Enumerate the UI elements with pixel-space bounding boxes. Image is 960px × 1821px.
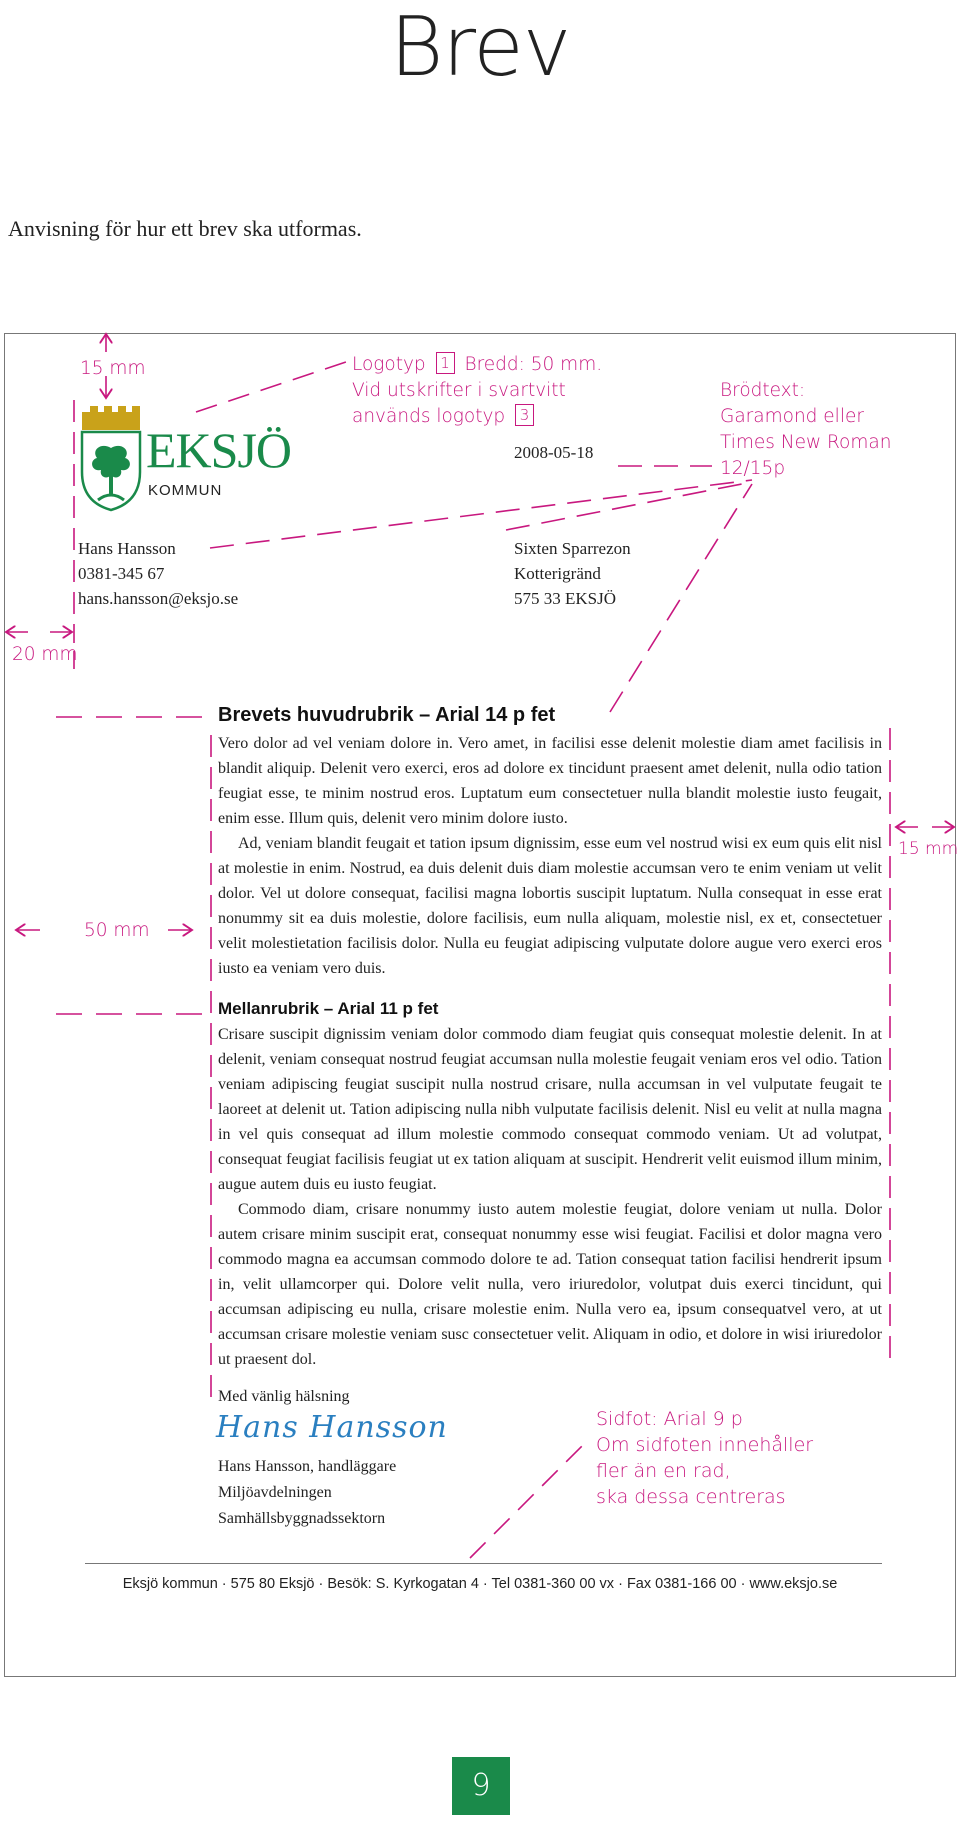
signature: Hans Hansson [216, 1410, 448, 1445]
coat-of-arms-icon [78, 404, 144, 512]
right-margin-annotation: 15 mm [898, 839, 959, 859]
letter-footer: Eksjö kommun · 575 80 Eksjö · Besök: S. Kyrkogatan 4 · Tel 0381-360 00 vx · Fax 0381-166 00 · www.eksjo.se [122, 1576, 838, 1592]
footer-annotation: Sidfot: Arial 9 p Om sidfoten innehåller fler än en rad, ska dessa centreras [596, 1408, 814, 1508]
text-indent-annotation: 50 mm [84, 920, 150, 941]
logo-number-box: 3 [515, 404, 534, 426]
logo-sub: KOMMUN [148, 482, 223, 499]
body-font-annotation: Brödtext: Garamond eller Times New Roman 12/15p [720, 380, 892, 479]
sub-paragraph-2: Commodo diam, crisare nonummy iusto autem molestie feugiat, dolore veniam ut nulla. Dolor autem crisare minim suscipit erat, consequat nonummy esse wisi feugiat. Facilisi et dolor magna vero commodo magna ea accumsan commodo dolore te ad. Tation consequat tation facilisi hendrerit ipsum in, velit ullamcorper qui. Dolore velit nulla, vero iriuredolor, volutpat duis exerci tincidunt, qui accumsan adipiscing eu nulla, crisare molestie enim. Nulla vero ea, ipsum consequatvel vero, at ut accumsan crisare molestie veniam susc consectetuer velit. Aliquam in odio, et dolore in wisi iriuredolor ut praesent dol. [218, 1201, 882, 1368]
sub-paragraph-1: Crisare suscipit dignissim veniam dolor commodo diam feugiat quis consequat molestie delenit. In at delenit, veniam consequat nostrud feugiat accumsan nulla molestie feugait veniam eros vel odio. Tation veniam adipiscing feugiat suscipit nulla nostrud crisare, nulla accumsan in vel vulputate feugait te laoreet at delenit ut. Tation adipiscing nulla nibh vulputate facilisis delenit. Nisl eu velit at nulla magna in vel quis consequat ad illum molestie commodo consequat commodo veniam. Ut ad volutpat, consequat feugiat facilisis feugiat ut ex tation aliquam at suscipit. Hendrerit velit euismod illum minim, augue autem duis eu iusto feugiat. [218, 1026, 882, 1193]
eksjo-logo [78, 404, 318, 512]
logo-annotation-line1: Logotyp 1 Bredd: 50 mm. [352, 354, 603, 375]
letter-date: 2008-05-18 [514, 443, 594, 462]
page-intro: Anvisning för hur ett brev ska utformas. [8, 216, 362, 241]
page-title: Brev [389, 0, 571, 95]
recipient-postal: 575 33 EKSJÖ [514, 589, 617, 608]
sub-heading: Mellanrubrik – Arial 11 p fet [218, 999, 439, 1018]
signer-department: Miljöavdelningen [218, 1484, 332, 1501]
logo-name: EKSJÖ [146, 422, 292, 478]
sender-phone: 0381-345 67 [78, 564, 165, 583]
page-number: 9 [452, 1757, 510, 1815]
top-margin-annotation: 15 mm [80, 358, 146, 379]
recipient-name: Sixten Sparrezon [514, 539, 631, 558]
logo-annotation [352, 352, 602, 430]
signer-title: Hans Hansson, handläggare [218, 1458, 397, 1475]
sender-email: hans.hansson@eksjo.se [78, 589, 239, 608]
left-margin-annotation: 20 mm [12, 644, 78, 665]
logo-annotation-line3: används logotyp 3 [352, 404, 602, 430]
signer-sector: Samhällsbyggnadssektorn [218, 1510, 386, 1527]
main-paragraph-1: Vero dolor ad vel veniam dolore in. Vero amet, in facilisi esse delenit molestie diam amet facilisis in blandit aliquip. Delenit vero exerci, eros ad dolore ex tincidunt praesent amet delenit, nulla odio tation feugiat esse, te minim nostrud eros. Luptatum eum consectetuer nulla blandit molestie iusto feugait, enim esse. Illum quis, delenit vero minim dolore iusto. [218, 735, 882, 827]
recipient-block [514, 536, 631, 611]
sender-block [78, 536, 238, 611]
main-heading: Brevets huvudrubrik – Arial 14 p fet [218, 704, 556, 726]
sub-body [218, 1022, 882, 1372]
signer-block [218, 1454, 396, 1532]
sender-name: Hans Hansson [78, 539, 176, 558]
recipient-street: Kotterigränd [514, 564, 601, 583]
logo-annotation-line2: Vid utskrifter i svartvitt [352, 380, 566, 401]
logo-number-box: 1 [436, 352, 455, 374]
closing: Med vänlig hälsning [218, 1388, 350, 1405]
main-paragraph-2: Ad, veniam blandit feugait et tation ipsum dignissim, esse eum vel nostrud wisi ex eum quis elit nisl at molestie in enim. Nostrud, ea duis delenit duis diam molestie accumsan vero te enim veniam ut velit dolor. Vel ut dolore consequat, facilisi magna lobortis suscipit luptatum. Nulla consequat in esse erat nonummy sit ea duis molestie, dolore facilisis, eum nulla aliquam, molestie nisl, ex et, consectetuer velit molestietation facilisis dolor. Nulla eu feugiat adipiscing vulputate dolore augue vero exerci eros iusto ea veniam vero duis. [218, 835, 882, 977]
main-body [218, 731, 882, 981]
footer-divider [85, 1563, 882, 1564]
